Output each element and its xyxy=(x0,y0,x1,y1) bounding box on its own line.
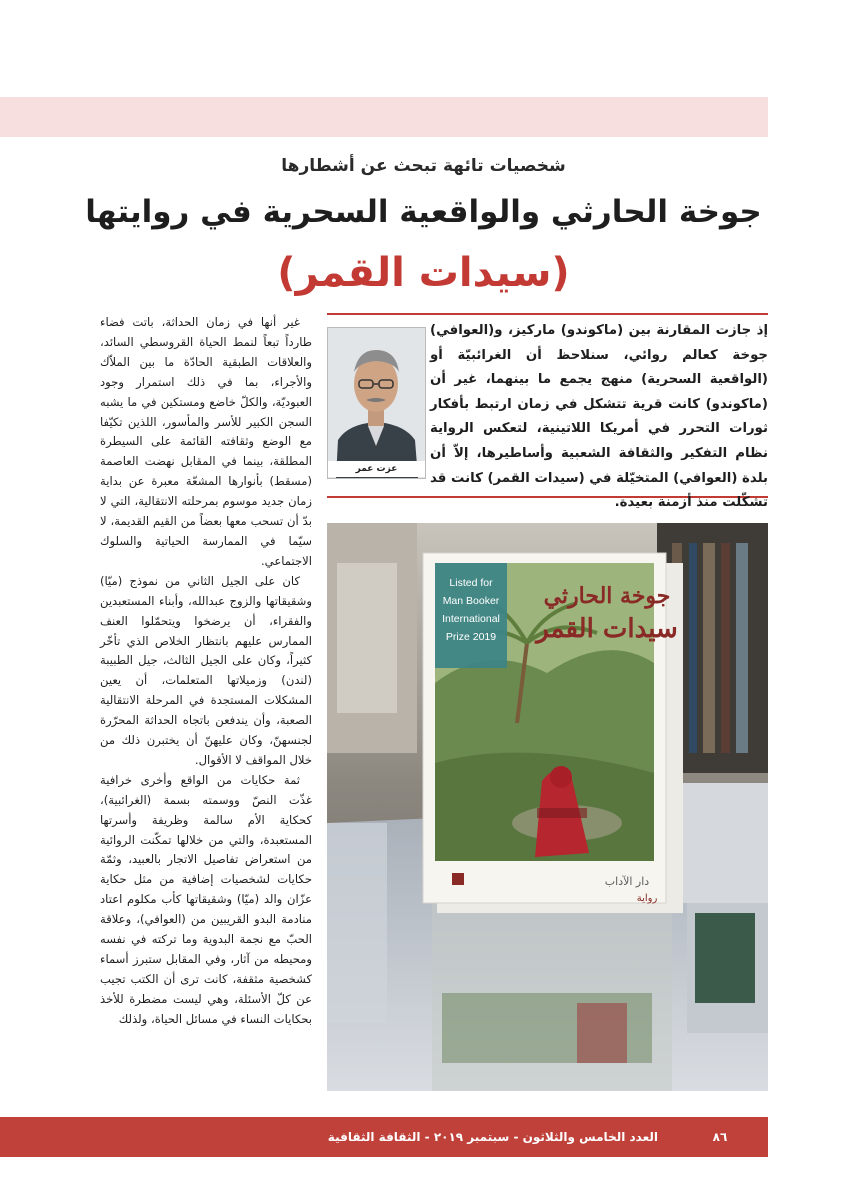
man-booker-badge xyxy=(435,563,507,668)
book-cover-genre: رواية xyxy=(636,893,658,904)
page-number: ٨٦ xyxy=(712,1130,728,1144)
book-reflection xyxy=(432,891,672,1091)
intro-paragraph: إذ جازت المقارنة بين (ماكوندو) ماركيز، و(العوافي) جوخة كعالم روائي، سنلاحظ أن الغرائبيّة أو (الواقعية السحرية) منهج يجمع ما بينهما، غير أن (ماكوندو) كانت قرية تتشكل في زمان ارتبط بأفكار ثورات التحرر في أمريكا اللاتينية، لتعكس الرواية نظام التفكير والثقافة الشعبية وأساطيرها، إلاّ أن بلدة (العوافي) المتخيّلة في (سيدات القمر) كانت قد تشكّلت منذ أزمنة بعيدة. xyxy=(430,323,768,511)
intro-box xyxy=(327,313,768,511)
svg-text:Man Booker: Man Booker xyxy=(442,595,500,607)
article-headline-book-title: (سيدات القمر) xyxy=(277,250,570,296)
book-cover-illustration xyxy=(327,523,768,1091)
article-kicker: شخصيات تائهة تبحث عن أشطارها xyxy=(281,156,566,176)
author-portrait-illustration xyxy=(328,328,425,478)
book-cover-publisher: دار الآداب xyxy=(604,875,650,888)
body-paragraph: كان على الجيل الثاني من نموذج (ميّا) وشقيقاتها والزوج عبدالله، وأبناء المستعبدين والفقراء، أن يرضخوا ويتحمّلوا العنف الممارس عليهم بانتظار الخلاص الذي تأخّر كثيراً، وكان على الجيل الثالث، جيل الطبيبة (لندن) وزميلاتها المتعلمات، أن يعين المشكلات المستجدة في المرحلة الانتقالية الصعبة، وأن يندفعن باتجاه الحداثة المحرّرة لجنسهنّ، وكان عليهنّ أن يختبرن ذلك من خلال المواقف لا الأقوال. xyxy=(100,573,312,767)
svg-text:Listed for: Listed for xyxy=(449,577,493,589)
book-display-photo xyxy=(327,523,768,1091)
article-body-column xyxy=(100,313,312,1030)
svg-text:International: International xyxy=(442,613,500,625)
publisher-logo-icon xyxy=(452,873,464,885)
footer-issue-text: العدد الخامس والثلاثون - سبتمبر ٢٠١٩ - الثقافة الثقافية xyxy=(327,1130,658,1144)
svg-text:Prize 2019: Prize 2019 xyxy=(445,631,497,643)
top-decorative-band xyxy=(0,97,768,137)
book-cover-title: سيدات القمر xyxy=(536,614,678,644)
footer-band xyxy=(0,1117,768,1157)
author-photo xyxy=(327,327,426,479)
body-paragraph: غير أنها في زمان الحداثة، باتت فضاء طارداً تبعاً لنمط الحياة القروسطي السائد، والعلاقات الطبقية الحادّة ما بين الملاّك والأجراء، بما في ذلك استمرار وجود العبوديّة، والكلّ خاضع ومستكين في ما يشبه السجن الكبير للأسر والمأسور، اللذين تكيّفا مع الوضع وثقافته القائمة على السيطرة المطلقة، بينما في المقابل نهضت العاصمة (مسقط) بأنوارها المشعّة معبرة عن بداية زمان جديد موسوم بمرحلته الانتقالية، التي لا بدّ أن تسحب معها بعضاً من القيم القديمة، لا سيّما في الممارسة الحياتية والسلوك الاجتماعي. xyxy=(100,315,312,568)
article-headline: جوخة الحارثي والواقعية السحرية في روايتها xyxy=(85,194,762,230)
book-cover-author: جوخة الحارثي xyxy=(543,583,671,609)
body-paragraph: ثمة حكايات من الواقع وأخرى خرافية غذّت النصّ ووسمته بسمة (الغرائبية)، كحكاية الأم سالمة وظريفة وأسرتها المستعبدة، والتي من خلالها تمكّنت الروائية من استعراض تفاصيل الاتجار بالعبيد، وثمّة حكايات لشخصيات إضافية من مثل حكاية عزّان والد (ميّا) وشقيقاتها كأب مكلوم اعتاد منادمة البدو القريبين من (العوافي)، وعلاقة الحبّ مع نجمة البدوية وما تركته في نفسه ومحيطه من آثار، وفي المقابل ستبرز أسماء كشخصية مثقفة، كانت ترى أن الكتب تجيب عن كلّ الأسئلة، وهي ليست مضطرة للأخذ بحكايات النساء في مسائل الحياة، ولذلك xyxy=(100,772,312,1026)
author-caption: عزت عمر xyxy=(328,461,425,477)
